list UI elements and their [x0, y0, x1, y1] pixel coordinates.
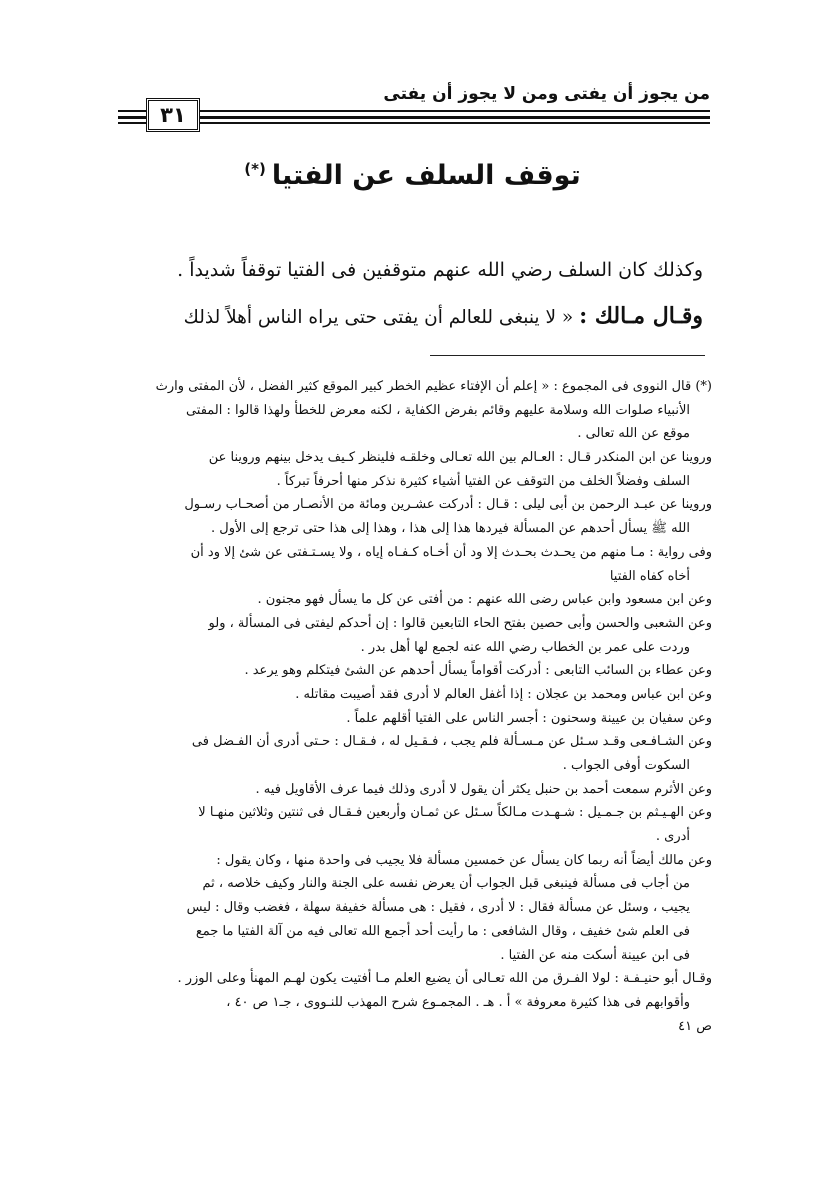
quote-text: « لا ينبغى للعالم أن يفتى حتى يراه الناس أهلاً لذلك	[183, 307, 574, 328]
page-number: ٣١	[146, 98, 200, 132]
chapter-title-text: توقف السلف عن الفتيا	[271, 160, 581, 191]
footnote-line: السلف وفضلاً الخلف من التوقف عن الفتيا أشياء كثيرة نذكر منها أحرفاً تبركاً .	[276, 473, 690, 489]
footnote-line: (*) قال النووى فى المجموع : « إعلم أن الإفتاء عظيم الخطر كبير الموقع كثير الفضل ، لأن المفتى وارث	[155, 379, 712, 394]
footnote-separator	[430, 355, 705, 356]
footnote-line: وعن الشـافـعى وقـد سـئل عن مـسـألة فلم يجب ، فـقـيل له ، فـقـال : حـتى أدرى أن الفـضل فى	[191, 734, 712, 750]
footnote-line: وعن عطاء بن السائب التابعى : أدركت أقواماً يسأل أحدهم عن الشئ فيتكلم وهو يرعد .	[244, 663, 712, 679]
body-paragraph: وكذلك كان السلف رضي الله عنهم متوقفين فى الفتيا توقفاً شديداً .	[177, 259, 703, 281]
header-rule	[200, 116, 710, 119]
footnote-line: وعن الهـيـثم بن جـمـيل : شـهـدت مـالكاً سـئل عن ثمـان وأربعين فـقـال فى ثنتين وثلاثين منهـا لا	[198, 805, 712, 821]
footnote-line: فى العلم شئ خفيف ، وقال الشافعى : ما رأيت أحد أجمع الله تعالى فيه من آلة الفتيا ما جمع	[195, 923, 690, 939]
footnote-line: الأنبياء صلوات الله وسلامة عليهم وقائم بفرض الكفاية ، لكنه معرض للخطأ ولهذا قالوا : المفتى	[185, 402, 690, 418]
footnote-line: وعن ابن مسعود وابن عباس رضى الله عنهم : من أفتى عن كل ما يسأل فهو مجنون .	[257, 592, 712, 608]
header-rule	[200, 122, 710, 124]
footnote-line: أدرى .	[655, 829, 690, 845]
header-rule-left	[118, 110, 146, 112]
footnote-line: فى ابن عيينة أسكت منه عن الفتيا .	[500, 947, 690, 963]
footnote-line: وقـال أبو حنيـفـة : لولا الفـرق من الله تعـالى أن يضيع العلم مـا أفتيت يكون لهـم المهنأ وعلى الوزر .	[177, 971, 712, 987]
footnotes	[112, 375, 712, 1038]
quote-lead: وقـال مـالك :	[579, 303, 703, 329]
footnote-line: وعن مالك أيضاً أنه ربما كان يسأل عن خمسين مسألة فلا يجيب فى واحدة منها ، وكان يقول :	[216, 852, 712, 868]
body-paragraph	[123, 296, 703, 338]
footnote-line: ص ٤١	[678, 1018, 712, 1034]
chapter-title	[0, 160, 825, 191]
footnote-line: أخاه كفاه الفتيا	[609, 568, 690, 584]
footnote-line: موقع عن الله تعالى .	[577, 426, 690, 442]
footnote-line: وأقوابهم فى هذا كثيرة معروفة » أ . هـ . المجمـوع شرح المهذب للنـووى ، جـ١ ص ٤٠ ،	[226, 994, 690, 1010]
footnote-line: السكوت أوفى الجواب .	[562, 758, 690, 773]
running-header	[118, 80, 710, 130]
footnote-line: وعن سفيان بن عيينة وسحنون : أجسر الناس على الفتيا أقلهم علماً .	[346, 710, 712, 726]
header-rule	[200, 110, 710, 112]
running-title: من يجوز أن يفتى ومن لا يجوز أن يفتى	[383, 84, 710, 104]
header-rule-left	[118, 116, 146, 119]
footnote-line: وردت على عمر بن الخطاب رضي الله عنه لجمع لها أهل بدر .	[360, 639, 690, 655]
footnote-line: وعن الأثرم سمعت أحمد بن حنبل يكثر أن يقول لا أدرى وذلك فيما عرف الأقاويل فيه .	[255, 781, 712, 797]
footnote-line: وعن ابن عباس ومحمد بن عجلان : إذا أغفل العالم لا أدرى فقد أصيبت مقاتله .	[295, 686, 712, 702]
footnote-line: وروينا عن ابن المنكدر قـال : العـالم بين الله تعـالى وخلقـه فلينظر كـيف يدخل بينهم وروينا عن	[208, 450, 712, 466]
footnote-mark: (*)	[244, 160, 266, 178]
footnote-line: الله ﷺ يسأل أحدهم عن المسألة فيردها هذا إلى هذا ، وهذا إلى هذا حتى ترجع إلى الأول .	[211, 521, 690, 537]
footnote-line: من أجاب فى مسألة فينبغى قبل الجواب أن يعرض نفسه على الجنة والنار وكيف خلاصه ، ثم	[202, 876, 690, 892]
footnote-line: يجيب ، وسئل عن مسألة فقال : لا أدرى ، فقيل : هى مسألة خفيفة سهلة ، فغضب وقال : ليس	[186, 900, 690, 916]
header-rule-left	[118, 122, 146, 124]
footnote-line: وفى رواية : مـا منهم من يحـدث بحـدث إلا ود أن أخـاه كـفـاه إياه ، ولا يسـتـفتى عن شئ إلا ود أن	[190, 544, 712, 560]
footnote-line: وعن الشعبى والحسن وأبى حصين بفتح الحاء التابعين قالوا : إن أحدكم ليفتى فى المسألة ، ولو	[208, 615, 712, 631]
footnote-line: وروينا عن عبـد الرحمن بن أبى ليلى : قـال : أدركت عشـرين ومائة من الأنصـار من أصحـاب رسـول	[184, 497, 712, 513]
